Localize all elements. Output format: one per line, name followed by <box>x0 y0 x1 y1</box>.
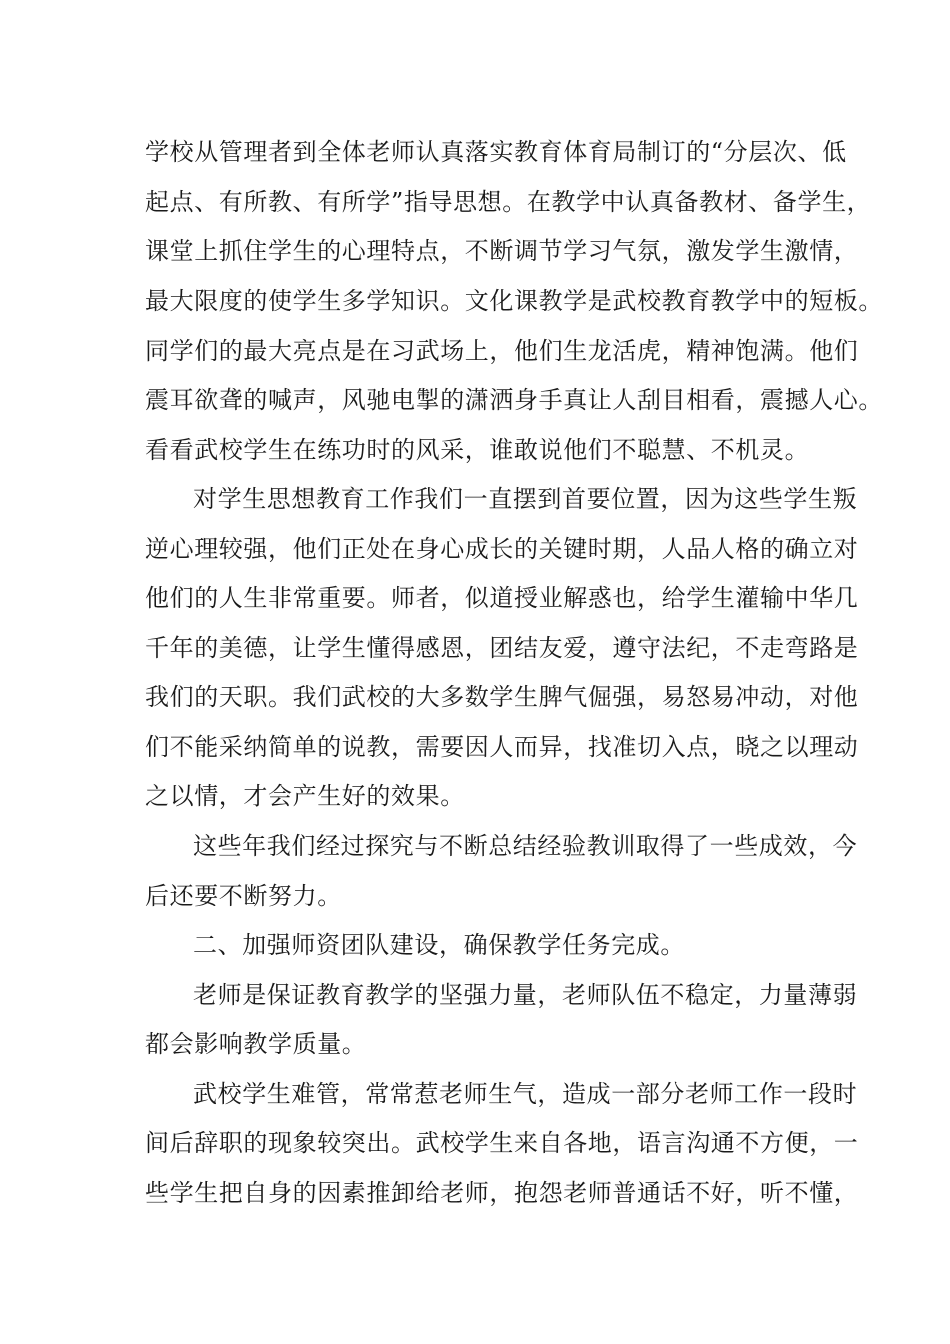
text-line: 同学们的最大亮点是在习武场上，他们生龙活虎，精神饱满。他们 <box>145 337 859 365</box>
text-line: 千年的美德，让学生懂得感恩，团结友爱，遵守法纪，不走弯路是 <box>145 634 859 662</box>
text-line: 他们的人生非常重要。师者，似道授业解惑也，给学生灌输中华几 <box>145 584 859 612</box>
paragraph-start-line: 这些年我们经过探究与不断总结经验教训取得了一些成效，今 <box>193 832 858 860</box>
text-line: 我们的天职。我们武校的大多数学生脾气倔强，易怒易冲动，对他 <box>145 683 859 711</box>
section-heading: 二、加强师资团队建设，确保教学任务完成。 <box>193 931 685 959</box>
text-line: 看看武校学生在练功时的风采，谁敢说他们不聪慧、不机灵。 <box>145 436 810 464</box>
text-line: 起点、有所教、有所学”指导思想。在教学中认真备教材、备学生， <box>145 188 872 216</box>
text-line: 学校从管理者到全体老师认真落实教育体育局制订的“分层次、低 <box>145 138 847 166</box>
text-line: 后还要不断努力。 <box>145 882 342 910</box>
paragraph-start-line: 武校学生难管，常常惹老师生气，造成一部分老师工作一段时 <box>193 1080 858 1108</box>
text-line: 都会影响教学质量。 <box>145 1030 367 1058</box>
paragraph-start-line: 对学生思想教育工作我们一直摆到首要位置，因为这些学生叛 <box>193 485 858 513</box>
text-line: 逆心理较强，他们正处在身心成长的关键时期，人品人格的确立对 <box>145 535 859 563</box>
text-line: 间后辞职的现象较突出。武校学生来自各地，语言沟通不方便，一 <box>145 1129 859 1157</box>
paragraph-start-line: 老师是保证教育教学的坚强力量，老师队伍不稳定，力量薄弱 <box>193 981 858 1009</box>
text-line: 之以情，才会产生好的效果。 <box>145 782 465 810</box>
text-line: 最大限度的使学生多学知识。文化课教学是武校教育教学中的短板。 <box>145 287 883 315</box>
text-line: 们不能采纳简单的说教，需要因人而异，找准切入点，晓之以理动 <box>145 733 859 761</box>
text-line: 课堂上抓住学生的心理特点，不断调节学习气氛，激发学生激情， <box>145 237 859 265</box>
text-line: 震耳欲聋的喊声，风驰电掣的潇洒身手真让人刮目相看，震撼人心。 <box>145 386 883 414</box>
text-line: 些学生把自身的因素推卸给老师，抱怨老师普通话不好，听不懂， <box>145 1179 859 1207</box>
